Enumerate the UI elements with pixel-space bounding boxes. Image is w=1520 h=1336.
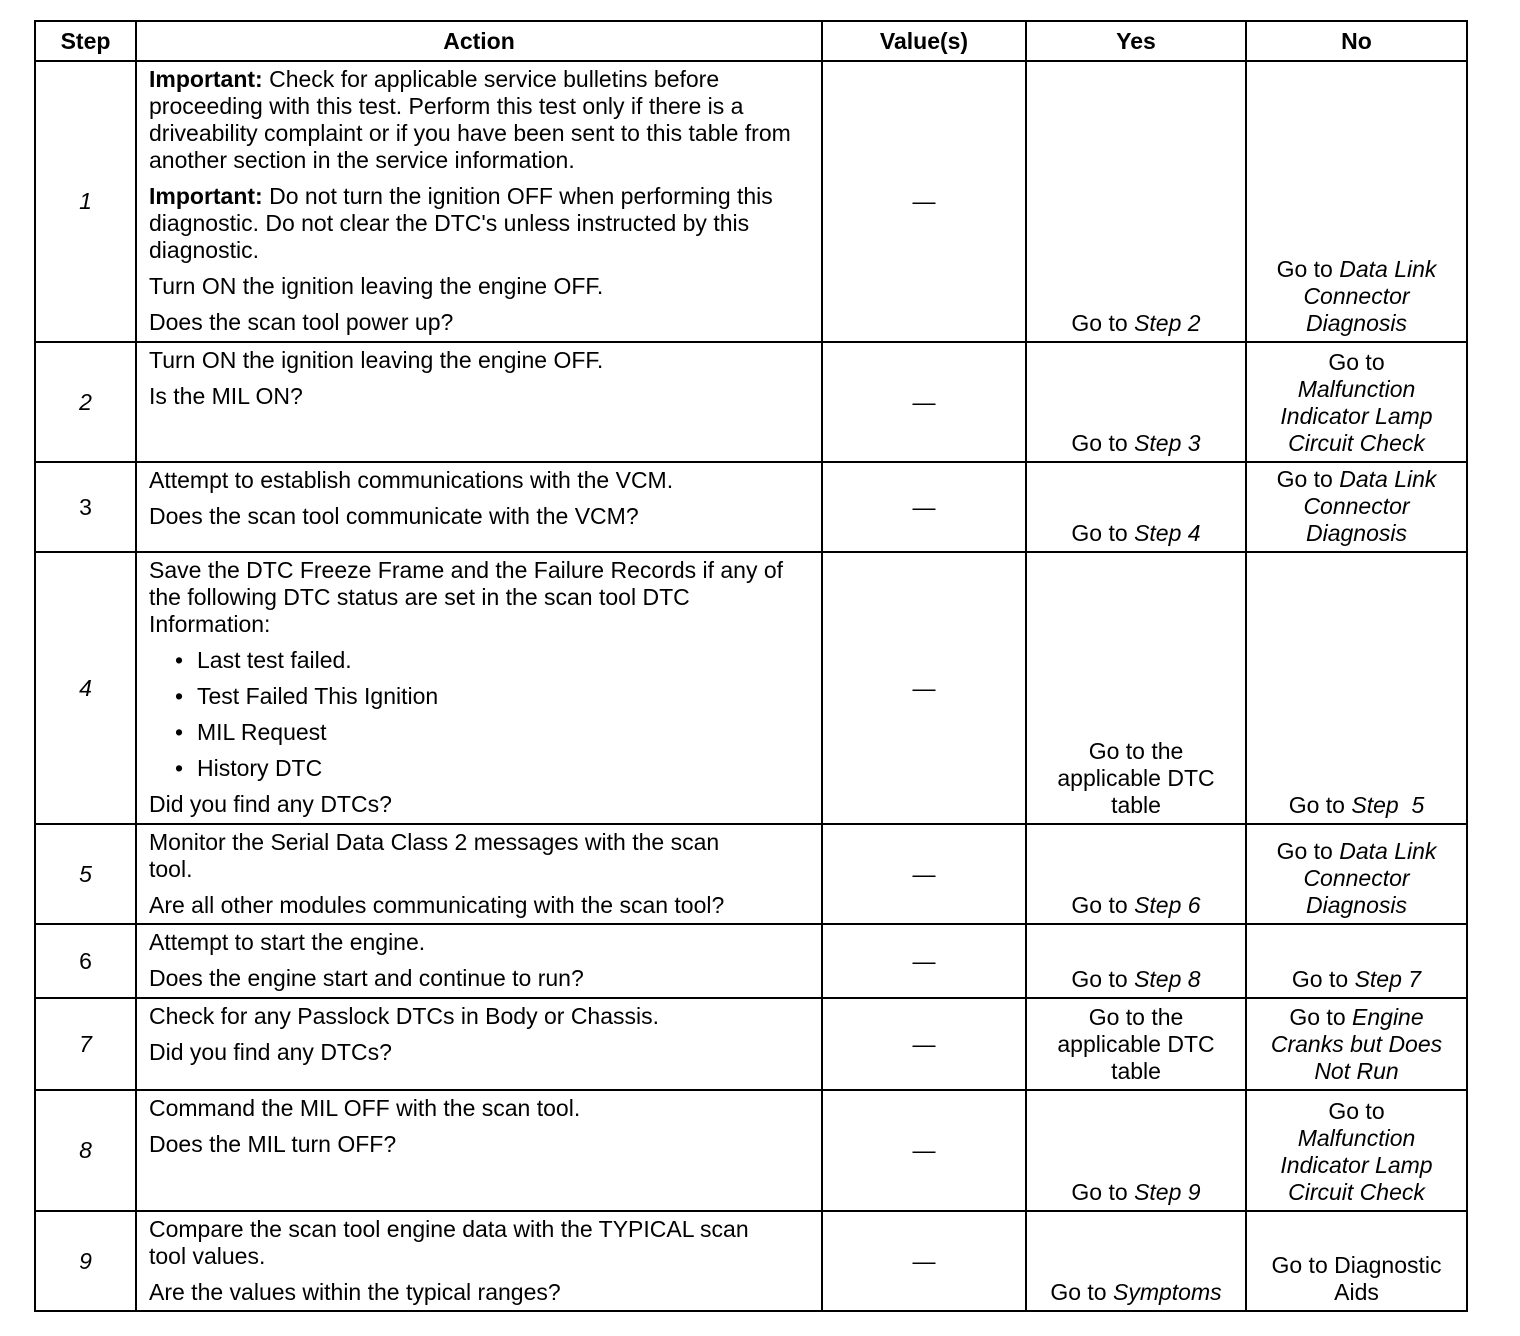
- no-cell: Go to Malfunction Indicator Lamp Circuit Check: [1246, 1090, 1467, 1211]
- table-row: [35, 61, 1467, 342]
- action-paragraph: Compare the scan tool engine data with the TYPICAL scan tool values.: [149, 1216, 749, 1269]
- procedure-link[interactable]: Data Link Connector Diagnosis: [1303, 256, 1437, 336]
- important-label: Important:: [149, 66, 263, 92]
- action-cell: [136, 61, 822, 342]
- value-cell: —: [822, 998, 1026, 1090]
- action-paragraph: Save the DTC Freeze Frame and the Failure Records if any of the following DTC status are set in the scan tool DTC Information:: [149, 557, 784, 637]
- step-number: 8: [35, 1090, 136, 1211]
- header-action: Action: [136, 21, 822, 61]
- value-cell: —: [822, 924, 1026, 998]
- yes-cell: Go to Step 6: [1026, 824, 1246, 924]
- action-paragraph: Turn ON the ignition leaving the engine OFF.: [149, 273, 604, 299]
- action-question: Does the MIL turn OFF?: [149, 1131, 397, 1157]
- procedure-link[interactable]: Malfunction Indicator Lamp Circuit Check: [1280, 1125, 1433, 1205]
- no-cell: Go to Engine Cranks but Does Not Run: [1246, 998, 1467, 1090]
- action-question: Did you find any DTCs?: [149, 791, 392, 817]
- action-cell: [136, 552, 822, 824]
- action-question: Does the scan tool power up?: [149, 309, 454, 335]
- table-row: [35, 1211, 1467, 1311]
- action-cell: [136, 998, 822, 1090]
- header-no: No: [1246, 21, 1467, 61]
- procedure-link[interactable]: Data Link Connector Diagnosis: [1303, 838, 1437, 918]
- value-cell: —: [822, 1211, 1026, 1311]
- yes-cell[interactable]: Go to the applicable DTC table: [1026, 998, 1246, 1090]
- no-cell: Go to Data Link Connector Diagnosis: [1246, 824, 1467, 924]
- action-cell: [136, 924, 822, 998]
- action-paragraph: Important: Do not turn the ignition OFF when performing this diagnostic. Do not clear the DTC's unless instructed by this diagnostic.: [149, 183, 773, 263]
- step-number: 9: [35, 1211, 136, 1311]
- list-item: • History DTC: [175, 755, 811, 782]
- no-cell: Go to Step 7: [1246, 924, 1467, 998]
- table-row: [35, 1090, 1467, 1211]
- yes-cell[interactable]: Go to the applicable DTC table: [1026, 552, 1246, 824]
- step-link[interactable]: Step 3: [1134, 430, 1201, 456]
- step-link[interactable]: Step 7: [1354, 966, 1422, 992]
- action-cell: [136, 824, 822, 924]
- action-paragraph: Attempt to start the engine.: [149, 929, 426, 955]
- action-cell: [136, 462, 822, 552]
- action-question: Did you find any DTCs?: [149, 1039, 392, 1065]
- no-cell: Go to Data Link Connector Diagnosis: [1246, 61, 1467, 342]
- header-yes: Yes: [1026, 21, 1246, 61]
- action-question: Does the engine start and continue to run?: [149, 965, 584, 991]
- no-cell: Go to Step 5: [1246, 552, 1467, 824]
- yes-cell: Go to Step 9: [1026, 1090, 1246, 1211]
- table-row: [35, 342, 1467, 462]
- procedure-link[interactable]: Malfunction Indicator Lamp Circuit Check: [1280, 376, 1433, 456]
- table-row: [35, 824, 1467, 924]
- action-cell: [136, 1090, 822, 1211]
- list-item: • Last test failed.: [175, 647, 811, 674]
- action-question: Does the scan tool communicate with the VCM?: [149, 503, 639, 529]
- value-cell: —: [822, 61, 1026, 342]
- table-row: [35, 998, 1467, 1090]
- list-item: • MIL Request: [175, 719, 811, 746]
- step-link[interactable]: Step 4: [1134, 520, 1201, 546]
- action-paragraph: Monitor the Serial Data Class 2 messages with the scan tool.: [149, 829, 720, 882]
- step-link[interactable]: Step 5: [1351, 792, 1425, 818]
- table-row: [35, 552, 1467, 824]
- table-row: [35, 924, 1467, 998]
- action-paragraph: Turn ON the ignition leaving the engine OFF.: [149, 347, 604, 373]
- diagnostic-table: [34, 20, 1468, 1312]
- action-question: Are all other modules communicating with the scan tool?: [149, 892, 725, 918]
- step-number: 7: [35, 998, 136, 1090]
- step-link[interactable]: Step 6: [1134, 892, 1201, 918]
- action-paragraph: Attempt to establish communications with the VCM.: [149, 467, 674, 493]
- value-cell: —: [822, 1090, 1026, 1211]
- action-paragraph: Important: Check for applicable service bulletins before proceeding with this test. Perform this test only if there is a driveability complaint or if you have been sent to this table from another section in the service information.: [149, 66, 791, 173]
- action-question: Are the values within the typical ranges?: [149, 1279, 561, 1305]
- yes-cell: Go to Step 3: [1026, 342, 1246, 462]
- step-number: 1: [35, 61, 136, 342]
- procedure-link[interactable]: Symptoms: [1113, 1279, 1222, 1305]
- action-paragraph: Command the MIL OFF with the scan tool.: [149, 1095, 581, 1121]
- action-paragraph: Check for any Passlock DTCs in Body or Chassis.: [149, 1003, 660, 1029]
- yes-cell: Go to Step 4: [1026, 462, 1246, 552]
- value-cell: —: [822, 342, 1026, 462]
- value-cell: —: [822, 462, 1026, 552]
- step-number: 2: [35, 342, 136, 462]
- step-link[interactable]: Step 2: [1134, 310, 1201, 336]
- yes-cell: Go to Step 2: [1026, 61, 1246, 342]
- procedure-link[interactable]: Data Link Connector Diagnosis: [1303, 466, 1437, 546]
- table-header-row: [35, 21, 1467, 61]
- no-cell: Go to Malfunction Indicator Lamp Circuit Check: [1246, 342, 1467, 462]
- step-number: 5: [35, 824, 136, 924]
- step-number: 4: [35, 552, 136, 824]
- header-step: Step: [35, 21, 136, 61]
- action-question: Is the MIL ON?: [149, 383, 303, 409]
- dtc-status-list: [149, 647, 811, 782]
- step-link[interactable]: Step 9: [1134, 1179, 1201, 1205]
- step-number: 3: [35, 462, 136, 552]
- yes-cell: Go to Step 8: [1026, 924, 1246, 998]
- step-link[interactable]: Step 8: [1134, 966, 1201, 992]
- action-cell: [136, 1211, 822, 1311]
- header-values: Value(s): [822, 21, 1026, 61]
- important-label: Important:: [149, 183, 263, 209]
- table-row: [35, 462, 1467, 552]
- list-item: • Test Failed This Ignition: [175, 683, 811, 710]
- no-cell[interactable]: Go to Diagnostic Aids: [1246, 1211, 1467, 1311]
- value-cell: —: [822, 552, 1026, 824]
- action-cell: [136, 342, 822, 462]
- procedure-link[interactable]: Engine Cranks but Does Not Run: [1270, 1004, 1443, 1084]
- step-number: 6: [35, 924, 136, 998]
- no-cell: Go to Data Link Connector Diagnosis: [1246, 462, 1467, 552]
- value-cell: —: [822, 824, 1026, 924]
- yes-cell: Go to Symptoms: [1026, 1211, 1246, 1311]
